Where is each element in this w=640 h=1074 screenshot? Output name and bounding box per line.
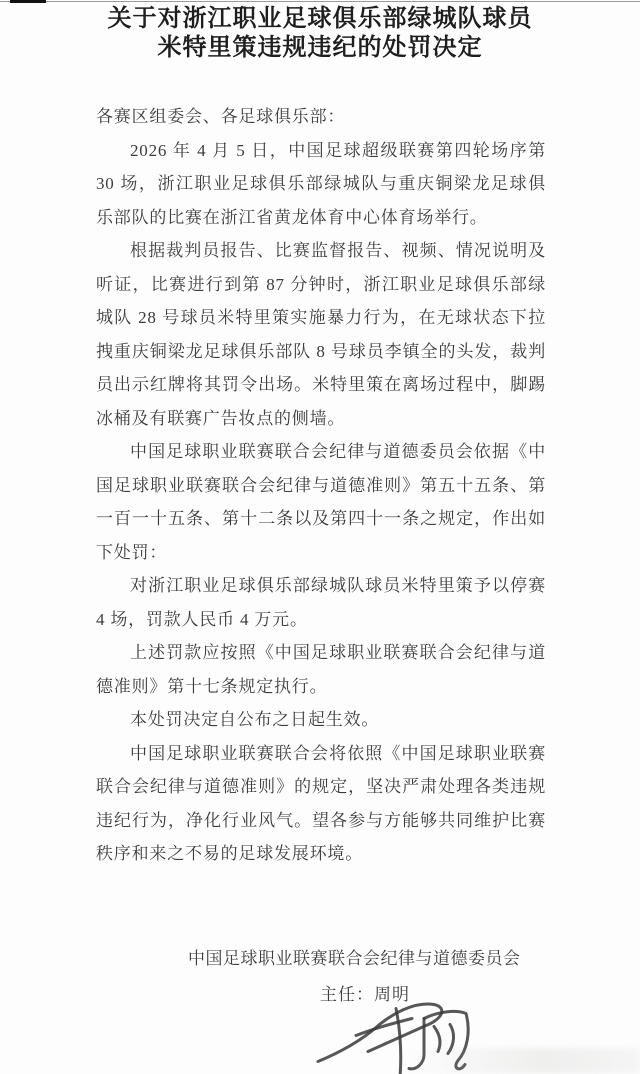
scan-edge-line: [0, 1, 640, 2]
paragraph-rules-basis: 中国足球职业联赛联合会纪律与道德委员会依据《中国足球职业联赛联合会纪律与道德准则》第五十五条、第一百一十五条、第十二条以及第四十一条之规定，作出如下处罚：: [96, 442, 546, 562]
title-line-1: 关于对浙江职业足球俱乐部绿城队球员: [107, 6, 533, 32]
document-body: [96, 100, 546, 871]
paragraph-effective-date: 本处罚决定自公布之日起生效。: [130, 710, 380, 729]
director-signature-line: 主任：周明: [320, 985, 410, 1004]
paragraph-match-info: 2026 年 4 月 5 日，中国足球超级联赛第四轮场序第 30 场，浙江职业足球俱乐部绿城队与重庆铜梁龙足球俱乐部队的比赛在浙江省黄龙体育中心体育场举行。: [96, 140, 546, 227]
paragraph-closing-statement: 中国足球职业联赛联合会将依照《中国足球职业联赛联合会纪律与道德准则》的规定，坚决严肃处理各类违规违纪行为，净化行业风气。望各参与方能够共同维护比赛秩序和来之不易的足球发展环境。: [96, 743, 546, 863]
title-line-2: 米特里策违规违纪的处罚决定: [157, 35, 483, 61]
paragraph-penalty: 对浙江职业足球俱乐部绿城队球员米特里策予以停赛 4 场，罚款人民币 4 万元。: [96, 576, 546, 629]
paragraph-fine-execution: 上述罚款应按照《中国足球职业联赛联合会纪律与道德准则》第十七条规定执行。: [96, 643, 546, 696]
scan-edge-artifact: [10, 0, 46, 3]
salutation: 各赛区组委会、各足球俱乐部：: [96, 107, 346, 126]
document-title: [0, 5, 640, 63]
photo-smudge: [400, 1048, 640, 1074]
paragraph-incident-description: 根据裁判员报告、比赛监督报告、视频、情况说明及听证，比赛进行到第 87 分钟时，浙江职业足球俱乐部绿城队 28 号球员米特里策实施暴力行为，在无球状态下拉拽重庆铜梁龙足球俱乐部队 8 号球员李镇全的头发，裁判员出示红牌将其罚令出场。米特里策在离场过程中，脚踢冰桶及有联赛广告妆点的侧墙。: [96, 241, 546, 428]
issuing-committee-name: 中国足球职业联赛联合会纪律与道德委员会: [188, 949, 521, 968]
